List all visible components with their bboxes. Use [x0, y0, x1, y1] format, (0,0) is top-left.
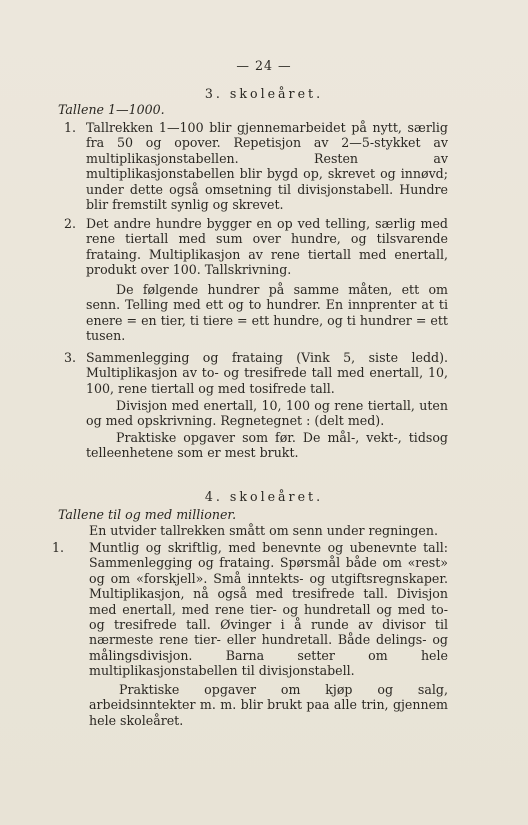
section-heading-4: 4. skoleåret.	[204, 489, 324, 504]
item-number: 2.	[63, 216, 76, 231]
item-text: Det andre hundre bygger en op ved telling, særlig med rene tiertall med sum over hundre, og tilsvarende frataing. Multiplikasjon av rene tiertall med enertall, produkt over 100. Tallskrivning.	[86, 216, 448, 278]
item-number: 3.	[63, 350, 76, 365]
item-text: Sammenlegging og frataing (Vink 5, siste ledd). Multiplikasjon av to- og tresifrede tall med enertall, 10, 100, rene tiertall og med tosifrede tall.	[86, 350, 448, 396]
item-paragraph: Praktiske opgaver om kjøp og salg, arbeidsinntekter m. m. blir brukt paa alle trin, gjennem hele skoleåret.	[89, 682, 448, 728]
item-text: Tallrekken 1—100 blir gjennemarbeidet på nytt, særlig fra 50 og opover. Repetisjon av 2—5-stykket av multiplikasjonstabellen. Resten av multiplikasjonstabellen blir bygd op, skrevet og innøvd; under dette også omsetning til divisjonstabell. Hundre blir fremstilt synlig og skrevet.	[86, 120, 448, 213]
item-paragraph: Divisjon med enertall, 10, 100 og rene tiertall, uten og med opskrivning. Regnetegnet : (delt med).	[86, 398, 448, 429]
page-number: — 24 —	[236, 58, 292, 73]
section-heading-3: 3. skoleåret.	[204, 86, 324, 101]
item-number: 1.	[63, 120, 76, 135]
section-intro: En utvider tallrekken smått om senn under regningen.	[89, 523, 438, 538]
item-paragraph: Praktiske opgaver som før. De mål-, vekt-, tidsog telleenhetene som er mest brukt.	[86, 430, 448, 461]
item-number: 1.	[51, 540, 64, 555]
item-paragraph: De følgende hundrer på samme måten, ett om senn. Telling med ett og to hundrer. En innprenter at ti enere = en tier, ti tiere = ett hundre, og ti hundrer = ett tusen.	[86, 282, 448, 344]
item-text: Muntlig og skriftlig, med benevnte og ubenevnte tall: Sammenlegging og frataing. Spørsmål både om «rest» og om «forskjell». Små inntekts- og utgiftsregnskaper. Multiplikasjon, nå også med tresifrede tall. Divisjon med enertall, med rene tier- og hundretall og med to- og tresifrede tall. Øvinger i å runde av divisor til nærmeste rene tier- eller hundretall. Både delings- og målingsdivisjon. Barna setter om hele multiplikasjonstabellen til divisjonstabell.	[89, 540, 448, 679]
section-subtitle-3: Tallene 1—1000.	[58, 102, 165, 117]
section-subtitle-4: Tallene til og med millioner.	[58, 507, 237, 522]
